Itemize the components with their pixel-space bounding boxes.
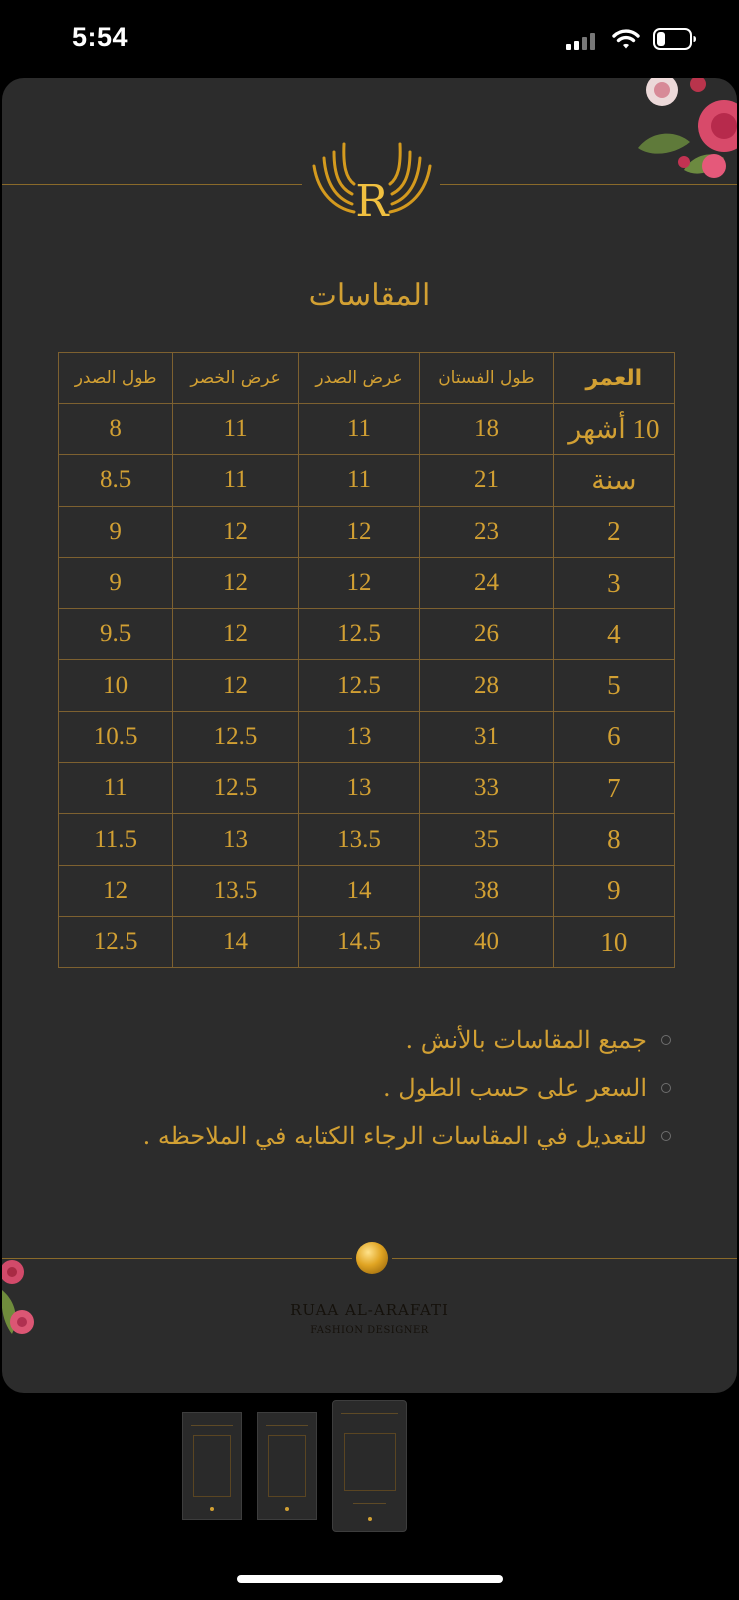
table-cell: 38 [420, 865, 554, 916]
table-row [59, 711, 675, 762]
table-cell: 14.5 [298, 916, 419, 967]
table-cell: 4 [553, 609, 674, 660]
table-row [59, 404, 675, 455]
thumbnail-3-selected[interactable] [332, 1400, 407, 1532]
thumbnail-2[interactable] [257, 1412, 317, 1520]
table-cell: 13.5 [298, 814, 419, 865]
header-divider-left [2, 184, 302, 185]
table-cell: 23 [420, 506, 554, 557]
table-row [59, 609, 675, 660]
table-cell: 9 [59, 557, 173, 608]
table-header-row [59, 353, 675, 404]
list-item [71, 1064, 671, 1112]
table-cell: 11 [173, 455, 299, 506]
table-row [59, 455, 675, 506]
bullet-icon [661, 1131, 671, 1141]
table-cell: 13.5 [173, 865, 299, 916]
bullet-icon [661, 1083, 671, 1093]
table-cell: 7 [553, 763, 674, 814]
footer-divider-left [2, 1258, 352, 1259]
table-cell: 3 [553, 557, 674, 608]
table-cell: 9.5 [59, 609, 173, 660]
table-cell: 8 [553, 814, 674, 865]
table-cell: 33 [420, 763, 554, 814]
table-cell: 11 [59, 763, 173, 814]
table-cell: 12 [298, 506, 419, 557]
table-cell: 11.5 [59, 814, 173, 865]
note-text: للتعديل في المقاسات الرجاء الكتابه في الملاحظه . [142, 1122, 647, 1150]
table-cell: 11 [298, 455, 419, 506]
table-cell: 10 [59, 660, 173, 711]
table-cell: 8 [59, 404, 173, 455]
table-cell: 12.5 [59, 916, 173, 967]
table-row [59, 916, 675, 967]
home-indicator[interactable] [237, 1575, 503, 1583]
notes-list [71, 1016, 671, 1160]
table-cell: 18 [420, 404, 554, 455]
table-cell: 12 [173, 557, 299, 608]
table-cell: 31 [420, 711, 554, 762]
table-cell: 12.5 [298, 660, 419, 711]
designer-subtitle: FASHION DESIGNER [310, 1325, 429, 1336]
table-cell: 14 [298, 865, 419, 916]
logo-letter: R [355, 176, 389, 227]
table-cell: 6 [553, 711, 674, 762]
table-cell: 10 [553, 916, 674, 967]
status-bar [0, 0, 739, 78]
footer-divider-right [392, 1258, 737, 1259]
table-cell: 26 [420, 609, 554, 660]
table-cell: 9 [59, 506, 173, 557]
table-row [59, 660, 675, 711]
table-cell: 12.5 [298, 609, 419, 660]
table-cell: 13 [173, 814, 299, 865]
page-title: المقاسات [308, 278, 431, 313]
flower-decoration-top-right [632, 78, 737, 196]
table-row [59, 506, 675, 557]
gold-ornament [356, 1242, 388, 1274]
table-cell: 12 [173, 609, 299, 660]
table-cell: 12 [298, 557, 419, 608]
size-table [58, 352, 675, 968]
size-chart-image[interactable] [2, 78, 737, 1393]
note-text: السعر على حسب الطول . [383, 1074, 647, 1102]
table-cell: 14 [173, 916, 299, 967]
table-cell: 40 [420, 916, 554, 967]
header-age: العمر [553, 353, 674, 404]
table-cell: 12 [173, 506, 299, 557]
header-bodice-length: طول الصدر [59, 353, 173, 404]
table-cell: 8.5 [59, 455, 173, 506]
table-cell: 11 [173, 404, 299, 455]
table-cell: 11 [298, 404, 419, 455]
bullet-icon [661, 1035, 671, 1045]
table-cell: 24 [420, 557, 554, 608]
table-cell: 12 [59, 865, 173, 916]
table-cell: 5 [553, 660, 674, 711]
note-text: جميع المقاسات بالأنش . [405, 1026, 647, 1054]
wifi-icon [612, 27, 640, 51]
thumbnail-1[interactable] [182, 1412, 242, 1520]
table-cell: 13 [298, 763, 419, 814]
table-cell: 12 [173, 660, 299, 711]
table-cell: 21 [420, 455, 554, 506]
header-dress-length: طول الفستان [420, 353, 554, 404]
table-cell: 12.5 [173, 711, 299, 762]
list-item [71, 1016, 671, 1064]
table-cell: سنة [553, 455, 674, 506]
table-cell: 2 [553, 506, 674, 557]
winged-r-logo [310, 136, 434, 236]
list-item [71, 1112, 671, 1160]
signal-icon [566, 32, 598, 50]
table-cell: 12.5 [173, 763, 299, 814]
table-cell: 28 [420, 660, 554, 711]
designer-name: RUAA AL-ARAFATI [290, 1301, 449, 1319]
table-cell: 13 [298, 711, 419, 762]
status-time: 5:54 [72, 22, 129, 52]
battery-icon [653, 28, 697, 50]
table-row [59, 557, 675, 608]
header-waist-width: عرض الخصر [173, 353, 299, 404]
table-row [59, 814, 675, 865]
table-row [59, 865, 675, 916]
table-cell: 10 أشهر [553, 404, 674, 455]
table-cell: 35 [420, 814, 554, 865]
table-cell: 9 [553, 865, 674, 916]
table-cell: 10.5 [59, 711, 173, 762]
header-chest-width: عرض الصدر [298, 353, 419, 404]
table-row [59, 763, 675, 814]
